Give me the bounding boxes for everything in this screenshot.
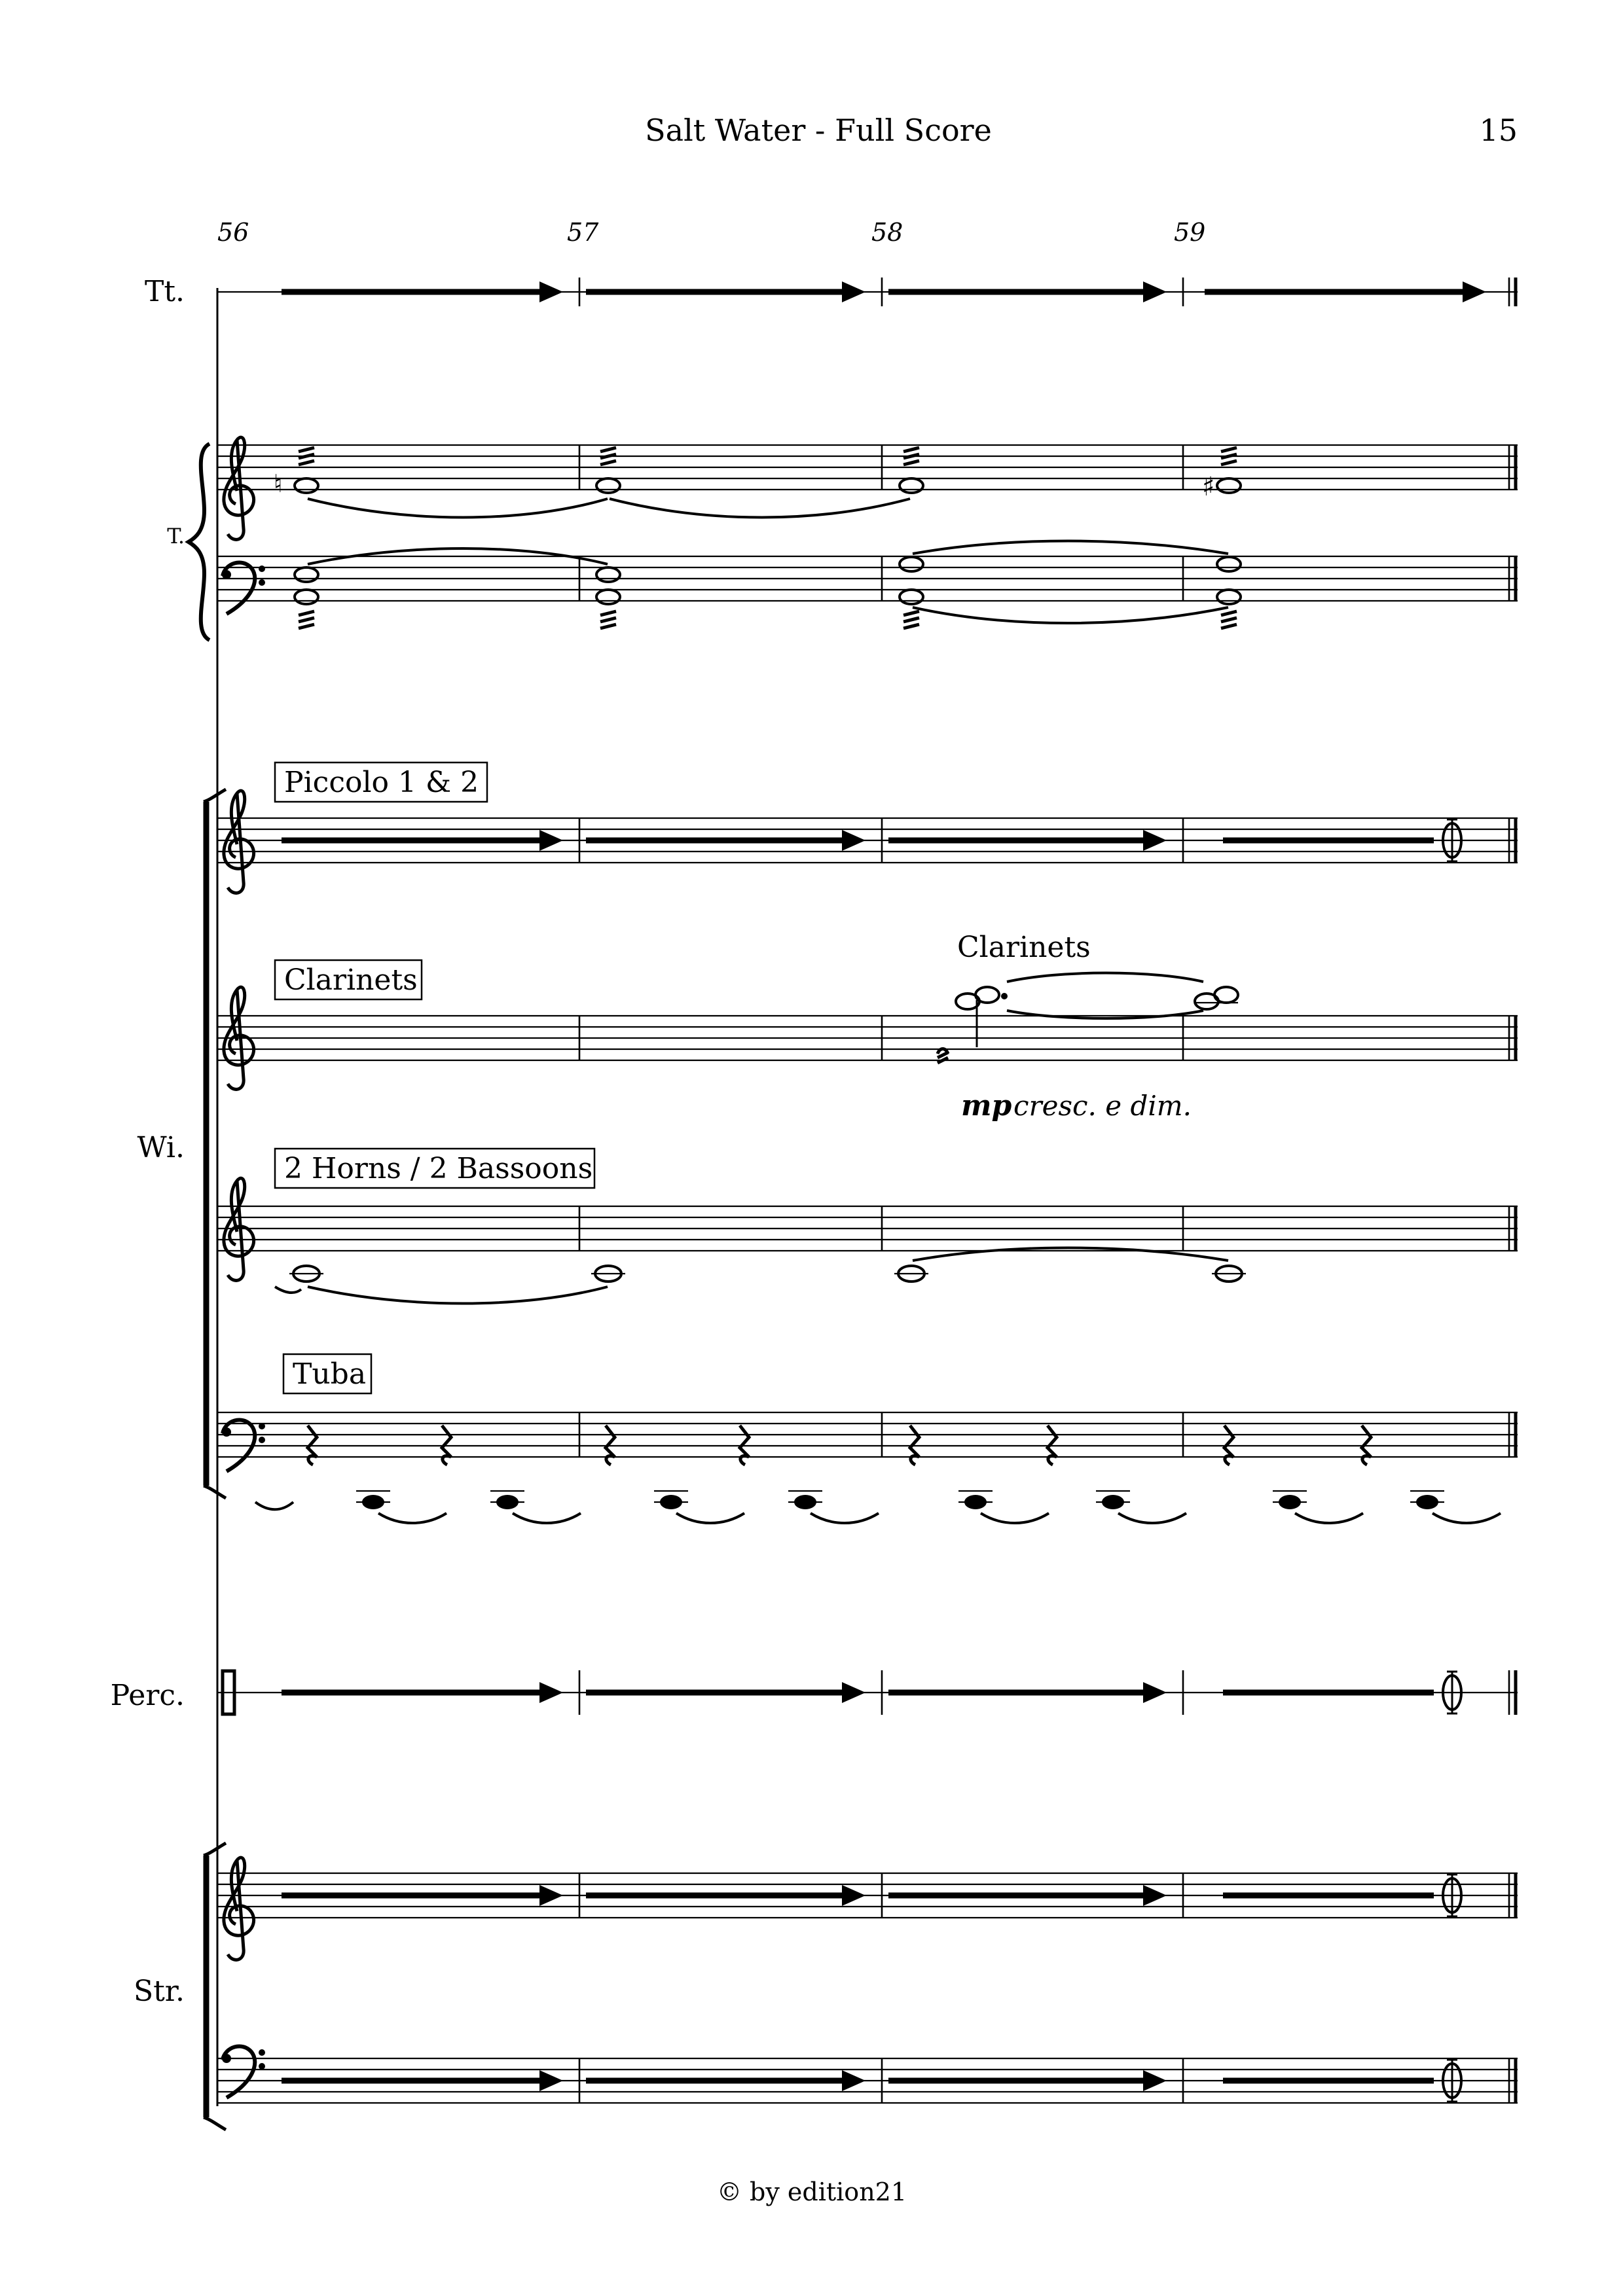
final-rest-bar — [1223, 1874, 1461, 1916]
label-percussion: Perc. — [110, 1679, 185, 1712]
multimeasure-rest-arrow — [888, 281, 1167, 302]
copyright-footer: © by edition21 — [716, 2178, 907, 2206]
page-number: 15 — [1479, 113, 1518, 148]
tuba-label-box — [283, 1354, 371, 1393]
multimeasure-rest-arrow — [586, 1885, 866, 1906]
clarinets-label: Clarinets — [284, 963, 418, 997]
multimeasure-rest-arrow — [1205, 281, 1486, 302]
clarinets-cue-label: Clarinets — [957, 931, 1091, 964]
treble-clef-icon — [224, 1178, 254, 1280]
multimeasure-rest-arrow — [888, 830, 1167, 851]
piano-brace — [189, 444, 210, 640]
treble-clef-icon — [224, 791, 254, 893]
multimeasure-rests — [282, 281, 1486, 2102]
measure-number-57: 57 — [567, 218, 599, 247]
multimeasure-rest-arrow — [586, 830, 866, 851]
horns-bassoons-notes — [275, 1248, 1246, 1304]
natural-flat-accidental-icon: ♮ — [274, 469, 283, 498]
bass-clef-icon — [222, 562, 265, 614]
piccolo-label-box — [275, 762, 487, 802]
piano-treble-staff — [217, 445, 1518, 490]
final-rest-bar — [1223, 819, 1461, 861]
horns-bassoons-label-box — [275, 1149, 594, 1188]
multimeasure-rest-arrow — [586, 281, 866, 302]
multimeasure-rest-arrow — [888, 2070, 1167, 2091]
label-tape: Tt. — [144, 275, 185, 308]
horns-bassoons-label: 2 Horns / 2 Bassoons — [284, 1152, 593, 1185]
clarinets-expression: cresc. e dim. — [1013, 1090, 1192, 1122]
measure-number-58: 58 — [871, 218, 903, 247]
piccolo-label: Piccolo 1 & 2 — [284, 766, 479, 799]
bass-clef-icon — [222, 2046, 265, 2098]
multimeasure-rest-arrow — [282, 1885, 563, 1906]
multimeasure-rest-arrow — [282, 2070, 563, 2091]
horns-bassoons-staff — [217, 1206, 1518, 1251]
staves-group — [217, 445, 1518, 2103]
label-winds: Wi. — [137, 1131, 185, 1164]
tuba-notes — [255, 1426, 1501, 1523]
winds-bracket — [204, 789, 226, 1498]
treble-clef-icon — [224, 437, 254, 539]
tuba-label: Tuba — [293, 1357, 367, 1391]
clarinets-dynamic: mp — [961, 1089, 1012, 1122]
tuba-staff — [217, 1412, 1518, 1457]
multimeasure-rest-arrow — [888, 1885, 1167, 1906]
clarinets-staff — [217, 1016, 1518, 1060]
final-rest-bar — [1223, 2060, 1461, 2102]
sharp-accidental-icon: ♯ — [1202, 472, 1215, 502]
final-rest-bar — [1223, 1672, 1461, 1713]
label-strings: Str. — [133, 1975, 185, 2008]
clarinets-label-box — [275, 960, 422, 999]
score-title: Salt Water - Full Score — [645, 113, 992, 148]
multimeasure-rest-arrow — [282, 1682, 563, 1703]
measure-number-59: 59 — [1174, 218, 1206, 247]
multimeasure-rest-arrow — [888, 1682, 1167, 1703]
label-tape-piano: T. — [167, 524, 185, 548]
multimeasure-rest-arrow — [282, 281, 563, 302]
multimeasure-rest-arrow — [282, 830, 563, 851]
strings-bracket — [204, 1843, 226, 2130]
multimeasure-rest-arrow — [586, 1682, 866, 1703]
multimeasure-rest-arrow — [586, 2070, 866, 2091]
measure-number-56: 56 — [217, 218, 249, 247]
piano-bass-staff — [217, 556, 1518, 601]
